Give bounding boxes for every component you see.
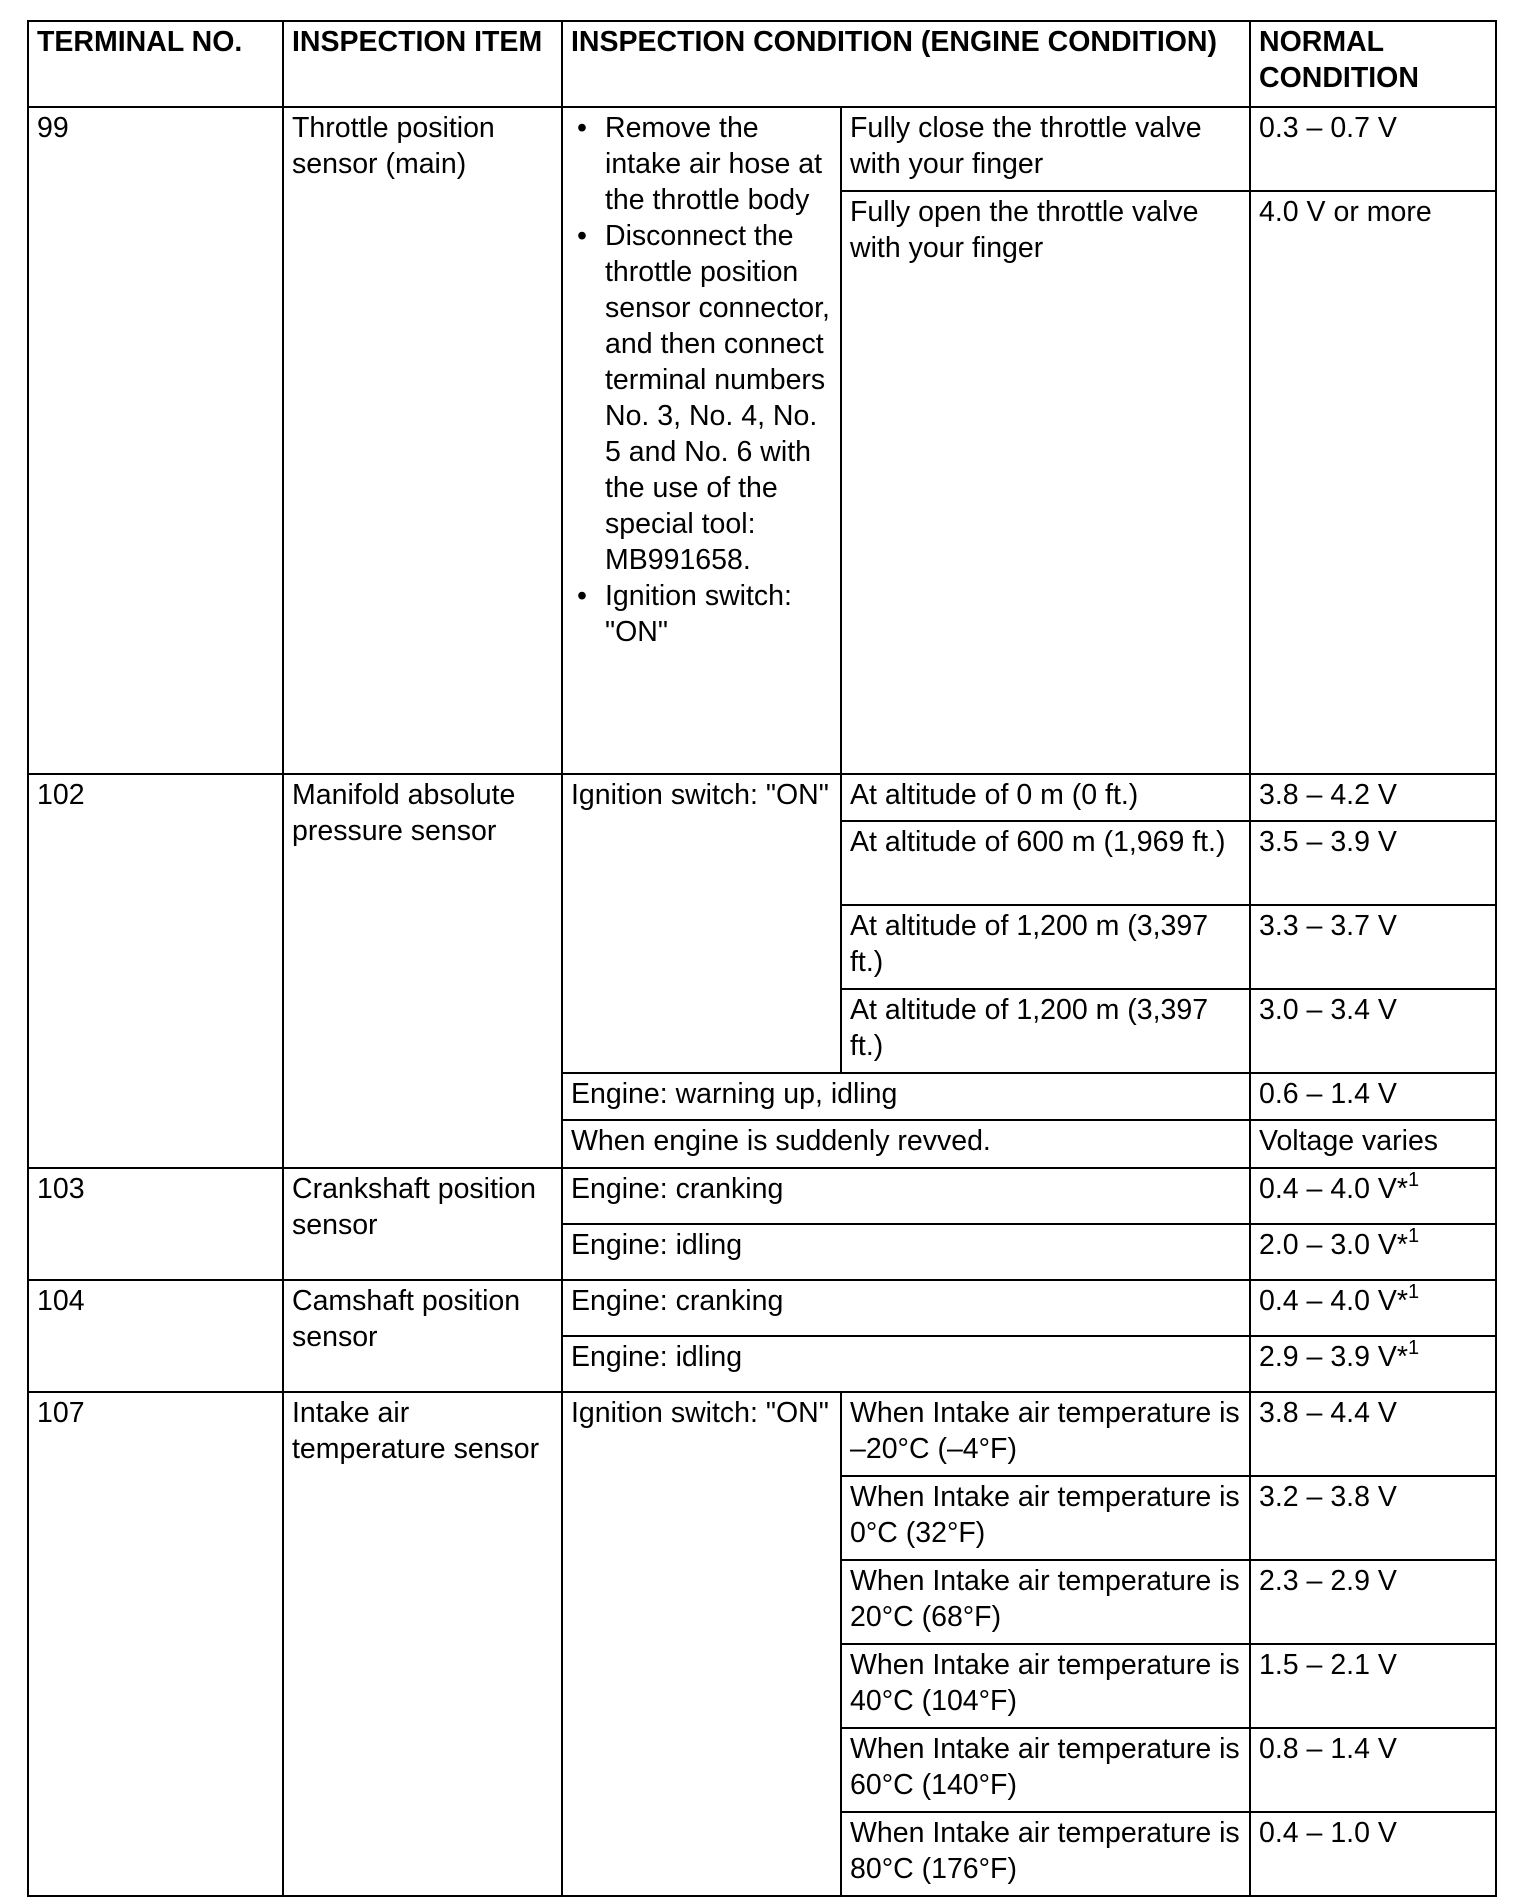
- terminal-number: 102: [28, 774, 283, 1167]
- inspection-item: Manifold absolute pressure sensor: [283, 774, 562, 1167]
- normal-value: 3.8 – 4.2 V: [1250, 774, 1496, 821]
- table-row: [28, 1168, 1496, 1224]
- inspection-item: Crankshaft position sensor: [283, 1168, 562, 1280]
- normal-value: 0.3 – 0.7 V: [1250, 107, 1496, 191]
- sub-condition: Fully close the throttle valve with your finger: [841, 107, 1250, 191]
- sub-condition: When engine is suddenly revved.: [562, 1120, 1250, 1167]
- sub-condition: When Intake air temperature is 40°C (104°F): [841, 1644, 1250, 1728]
- normal-value: Voltage varies: [1250, 1120, 1496, 1167]
- table-row: [28, 1392, 1496, 1476]
- normal-value: 3.3 – 3.7 V: [1250, 905, 1496, 989]
- condition-steps: [562, 107, 841, 774]
- table-row: [28, 1280, 1496, 1336]
- footnote-marker: 1: [1407, 1168, 1420, 1191]
- sub-condition: When Intake air temperature is –20°C (–4°F): [841, 1392, 1250, 1476]
- normal-value: [1250, 1336, 1496, 1392]
- normal-value: 4.0 V or more: [1250, 191, 1496, 774]
- footnote-marker: 1: [1407, 1224, 1420, 1247]
- sub-condition: When Intake air temperature is 80°C (176°F): [841, 1812, 1250, 1896]
- condition-step: • Remove the intake air hose at the throttle body: [605, 110, 832, 218]
- terminal-number: 107: [28, 1392, 283, 1896]
- normal-value: 1.5 – 2.1 V: [1250, 1644, 1496, 1728]
- inspection-table: [27, 20, 1497, 1897]
- normal-value: [1250, 1280, 1496, 1336]
- header-row: [28, 21, 1496, 107]
- sub-condition: At altitude of 1,200 m (3,397 ft.): [841, 905, 1250, 989]
- inspection-item: Camshaft position sensor: [283, 1280, 562, 1392]
- normal-value: 3.0 – 3.4 V: [1250, 989, 1496, 1073]
- sub-condition: Engine: warning up, idling: [562, 1073, 1250, 1120]
- normal-value: 0.8 – 1.4 V: [1250, 1728, 1496, 1812]
- sub-condition: Engine: cranking: [562, 1168, 1250, 1224]
- sub-condition: Engine: idling: [562, 1224, 1250, 1280]
- normal-value-text: 0.4 – 4.0 V*: [1259, 1284, 1408, 1317]
- header-inspection-item: INSPECTION ITEM: [283, 21, 562, 107]
- table-row: [28, 107, 1496, 191]
- table-row: [28, 774, 1496, 821]
- normal-value: 2.3 – 2.9 V: [1250, 1560, 1496, 1644]
- normal-value-text: 2.0 – 3.0 V*: [1259, 1228, 1408, 1261]
- condition-group: Ignition switch: "ON": [562, 1392, 841, 1896]
- inspection-item: Throttle position sensor (main): [283, 107, 562, 774]
- sub-condition: At altitude of 600 m (1,969 ft.): [841, 821, 1250, 905]
- condition-step: • Disconnect the throttle position sensor connector, and then connect terminal numbers No. 3, No. 4, No. 5 and No. 6 with the use of the special tool: MB991658.: [605, 218, 832, 578]
- normal-value: 3.8 – 4.4 V: [1250, 1392, 1496, 1476]
- footnote-marker: 1: [1407, 1336, 1420, 1359]
- normal-value: 3.2 – 3.8 V: [1250, 1476, 1496, 1560]
- footnote-marker: 1: [1407, 1280, 1420, 1303]
- condition-step: • Ignition switch: "ON": [605, 578, 832, 650]
- header-inspection-condition: INSPECTION CONDITION (ENGINE CONDITION): [562, 21, 1250, 107]
- normal-value-text: 0.4 – 4.0 V*: [1259, 1172, 1408, 1205]
- sub-condition: When Intake air temperature is 60°C (140°F): [841, 1728, 1250, 1812]
- normal-value: 0.4 – 1.0 V: [1250, 1812, 1496, 1896]
- sub-condition: Engine: idling: [562, 1336, 1250, 1392]
- condition-group: Ignition switch: "ON": [562, 774, 841, 1073]
- terminal-number: 103: [28, 1168, 283, 1280]
- normal-value-text: 2.9 – 3.9 V*: [1259, 1340, 1408, 1373]
- sub-condition: When Intake air temperature is 0°C (32°F): [841, 1476, 1250, 1560]
- sub-condition: Fully open the throttle valve with your finger: [841, 191, 1250, 774]
- normal-value: 0.6 – 1.4 V: [1250, 1073, 1496, 1120]
- terminal-number: 99: [28, 107, 283, 774]
- header-terminal: TERMINAL NO.: [28, 21, 283, 107]
- terminal-number: 104: [28, 1280, 283, 1392]
- inspection-item: Intake air temperature sensor: [283, 1392, 562, 1896]
- sub-condition: At altitude of 1,200 m (3,397 ft.): [841, 989, 1250, 1073]
- sub-condition: When Intake air temperature is 20°C (68°F): [841, 1560, 1250, 1644]
- header-normal-condition: NORMAL CONDITION: [1250, 21, 1496, 107]
- sub-condition: Engine: cranking: [562, 1280, 1250, 1336]
- condition-step-list: [571, 110, 832, 650]
- normal-value: 3.5 – 3.9 V: [1250, 821, 1496, 905]
- sub-condition: At altitude of 0 m (0 ft.): [841, 774, 1250, 821]
- normal-value: [1250, 1168, 1496, 1224]
- normal-value: [1250, 1224, 1496, 1280]
